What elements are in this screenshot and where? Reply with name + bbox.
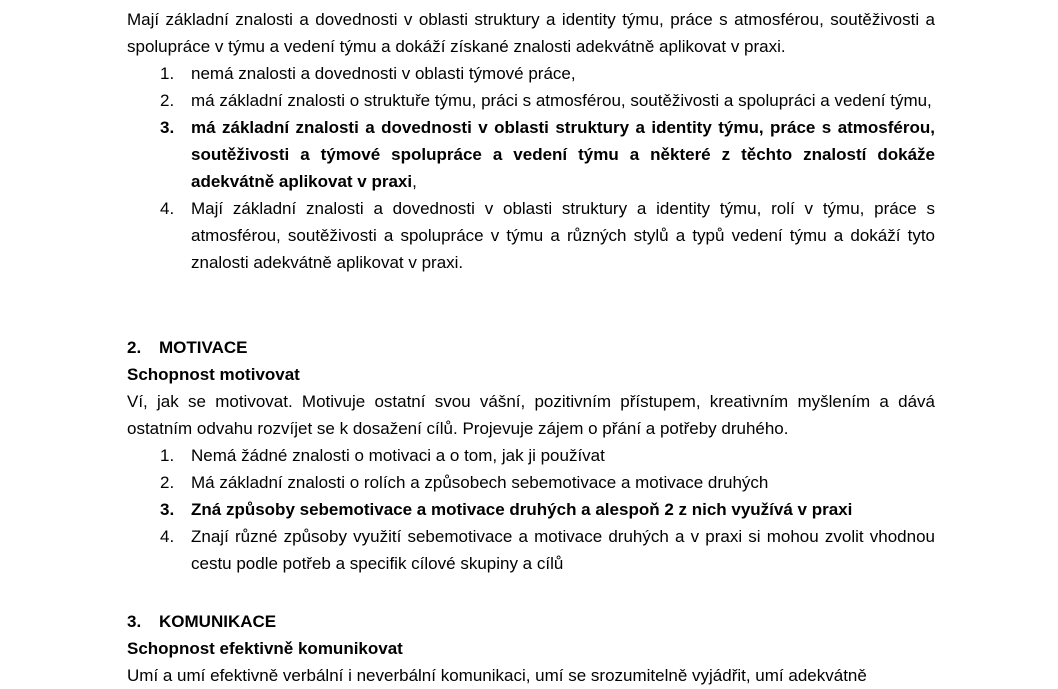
section3-block xyxy=(127,608,935,689)
section3-subtitle: Schopnost efektivně komunikovat xyxy=(127,639,403,658)
list-item-text: Nemá žádné znalosti o motivaci a o tom, jak ji používat xyxy=(191,446,605,465)
list-item-text: má základní znalosti o struktuře týmu, práci s atmosférou, soutěživosti a spolupráci a vedení týmu, xyxy=(191,91,932,110)
section1-list xyxy=(127,60,935,276)
section2-block xyxy=(127,334,935,577)
section3-number: 3. xyxy=(127,612,142,631)
list-item-highlighted xyxy=(127,496,935,523)
section3-title: KOMUNIKACE xyxy=(159,612,277,631)
section2-list xyxy=(127,442,935,577)
list-item-number: 1. xyxy=(160,446,175,465)
list-item-number: 2. xyxy=(160,91,175,110)
list-item xyxy=(127,87,935,114)
section2-number: 2. xyxy=(127,338,142,357)
section2-subtitle: Schopnost motivovat xyxy=(127,365,300,384)
section2-heading xyxy=(127,334,935,361)
section3-heading xyxy=(127,608,935,635)
list-item-text: nemá znalosti a dovednosti v oblasti týmové práce, xyxy=(191,64,576,83)
list-item-number: 2. xyxy=(160,473,175,492)
list-item-number: 3. xyxy=(160,500,175,519)
list-item-text: Má základní znalosti o rolích a způsobech sebemotivace a motivace druhých xyxy=(191,473,769,492)
list-item xyxy=(127,523,935,577)
list-item-highlighted xyxy=(127,114,935,195)
list-item-text: Znají různé způsoby využití sebemotivace a motivace druhých a v praxi si mohou zvolit vhodnou cestu podle potřeb a specifik cílové skupiny a cílů xyxy=(191,527,935,573)
list-item xyxy=(127,442,935,469)
list-item-text: Mají základní znalosti a dovednosti v oblasti struktury a identity týmu, rolí v týmu, práce s atmosférou, soutěživosti a spolupráce v týmu a různých stylů a typů vedení týmu a dokáží tyto znalosti adekvátně aplikovat v praxi. xyxy=(191,199,935,272)
list-item-number: 4. xyxy=(160,199,175,218)
section1-block xyxy=(127,6,935,276)
list-item-text: má základní znalosti a dovednosti v oblasti struktury a identity týmu, práce s atmosférou, soutěživosti a týmové spolupráce a vedení týmu a některé z těchto znalostí dokáže adekvátně aplikovat v praxi xyxy=(191,118,935,191)
section2-title: MOTIVACE xyxy=(159,338,248,357)
list-item xyxy=(127,60,935,87)
list-item-text: Zná způsoby sebemotivace a motivace druhých a alespoň 2 z nich využívá v praxi xyxy=(191,500,853,519)
list-item-number: 4. xyxy=(160,527,175,546)
list-item-suffix: , xyxy=(412,172,417,191)
list-item xyxy=(127,195,935,276)
list-item-number: 1. xyxy=(160,64,175,83)
list-item-number: 3. xyxy=(160,118,175,137)
list-item xyxy=(127,469,935,496)
section1-intro: Mají základní znalosti a dovednosti v oblasti struktury a identity týmu, práce s atmosférou, soutěživosti a spolupráce v týmu a vedení týmu a dokáží získané znalosti adekvátně aplikovat v praxi. xyxy=(127,10,935,56)
section2-intro: Ví, jak se motivovat. Motivuje ostatní svou vášní, pozitivním přístupem, kreativním myšlením a dává ostatním odvahu rozvíjet se k dosažení cílů. Projevuje zájem o přání a potřeby druhého. xyxy=(127,392,935,438)
section3-intro: Umí a umí efektivně verbální i neverbální komunikaci, umí se srozumitelně vyjádřit, umí adekvátně xyxy=(127,666,867,685)
